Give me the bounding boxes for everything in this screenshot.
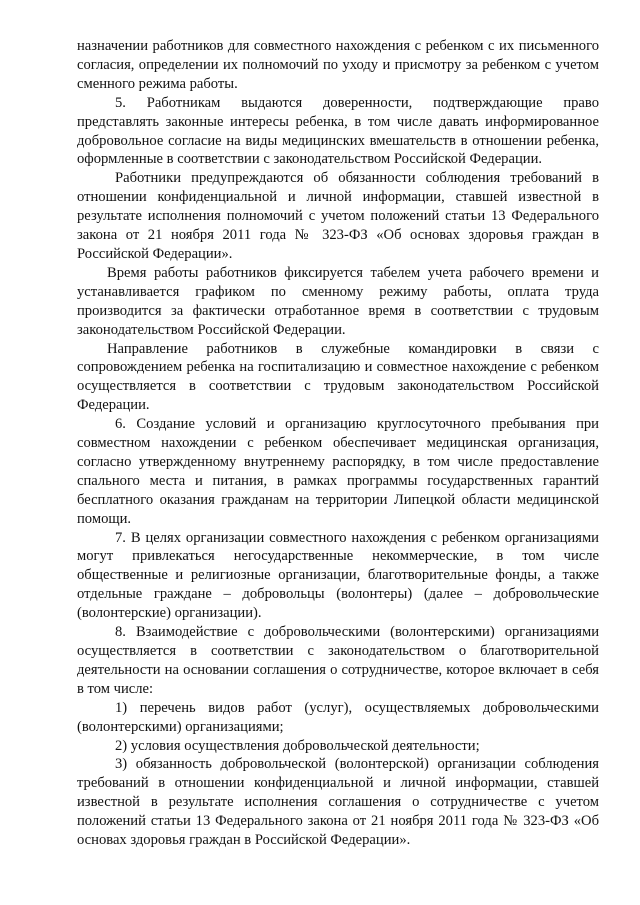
paragraph-item-7: 7. В целях организации совместного нахождения с ребенком организациями могут привлекаться негосударственные некоммерческие, в том числе общественные и религиозные организации, благотворительные фонды, а также отдельные граждане – добровольцы (волонтеры) (далее – добровольческие (волонтерские) организации). bbox=[77, 529, 599, 622]
paragraph-business-trips: Направление работников в служебные командировки в связи с сопровождением ребенка на госпитализацию и совместное нахождение с ребенком осуществляется в соответствии с трудовым законодательством Российской Федерации. bbox=[77, 340, 599, 414]
paragraph-item-5: 5. Работникам выдаются доверенности, подтверждающие право представлять законные интересы ребенка, в том числе давать информированное добровольное согласие на виды медицинских вмешательств в отношении ребенка, оформленные в соответствии с законодательством Российской Федерации. bbox=[77, 94, 599, 168]
paragraph-confidentiality: Работники предупреждаются об обязанности соблюдения требований в отношении конфиденциальной и личной информации, ставшей известной в результате исполнения полномочий с учетом положений статьи 13 Федерального закона от 21 ноября 2011 года № 323-ФЗ «Об основах здоровья граждан в Российской Федерации». bbox=[77, 170, 599, 262]
paragraph-item-8: 8. Взаимодействие с добровольческими (волонтерскими) организациями осуществляется в соответствии с законодательством о благотворительной деятельности на основании соглашения о сотрудничестве, которое включает в себя в том числе: bbox=[77, 624, 599, 697]
list-item-3: 3) обязанность добровольческой (волонтерской) организации соблюдения требований в отношении конфиденциальной и личной информации, ставшей известной в результате исполнения соглашения о сотрудничестве с учетом положений статьи 13 Федерального закона от 21 ноября 2011 года № 323-ФЗ «Об основах здоровья граждан в Российской Федерации». bbox=[77, 756, 599, 849]
list-item-1: 1) перечень видов работ (услуг), осуществляемых добровольческими (волонтерскими) организациями; bbox=[77, 699, 599, 735]
paragraph-item-6: 6. Создание условий и организацию круглосуточного пребывания при совместном нахождении с ребенком обеспечивает медицинская организация, согласно утвержденному внутреннему распорядку, в том числе предоставление спального места и питания, в рамках программы государственных гарантий бесплатного оказания гражданам на территории Липецкой области медицинской помощи. bbox=[77, 416, 599, 527]
document-page bbox=[77, 37, 599, 850]
paragraph-work-time: Время работы работников фиксируется табелем учета рабочего времени и устанавливается графиком по сменному режиму работы, оплата труда производится за фактически отработанное время в соответствии с трудовым законодательством Российской Федерации. bbox=[77, 264, 599, 338]
paragraph-continuation: назначении работников для совместного нахождения с ребенком с их письменного согласия, определении их полномочий по уходу и присмотру за ребенком с учетом сменного режима работы. bbox=[77, 38, 599, 92]
list-item-2: 2) условия осуществления добровольческой деятельности; bbox=[115, 737, 480, 754]
